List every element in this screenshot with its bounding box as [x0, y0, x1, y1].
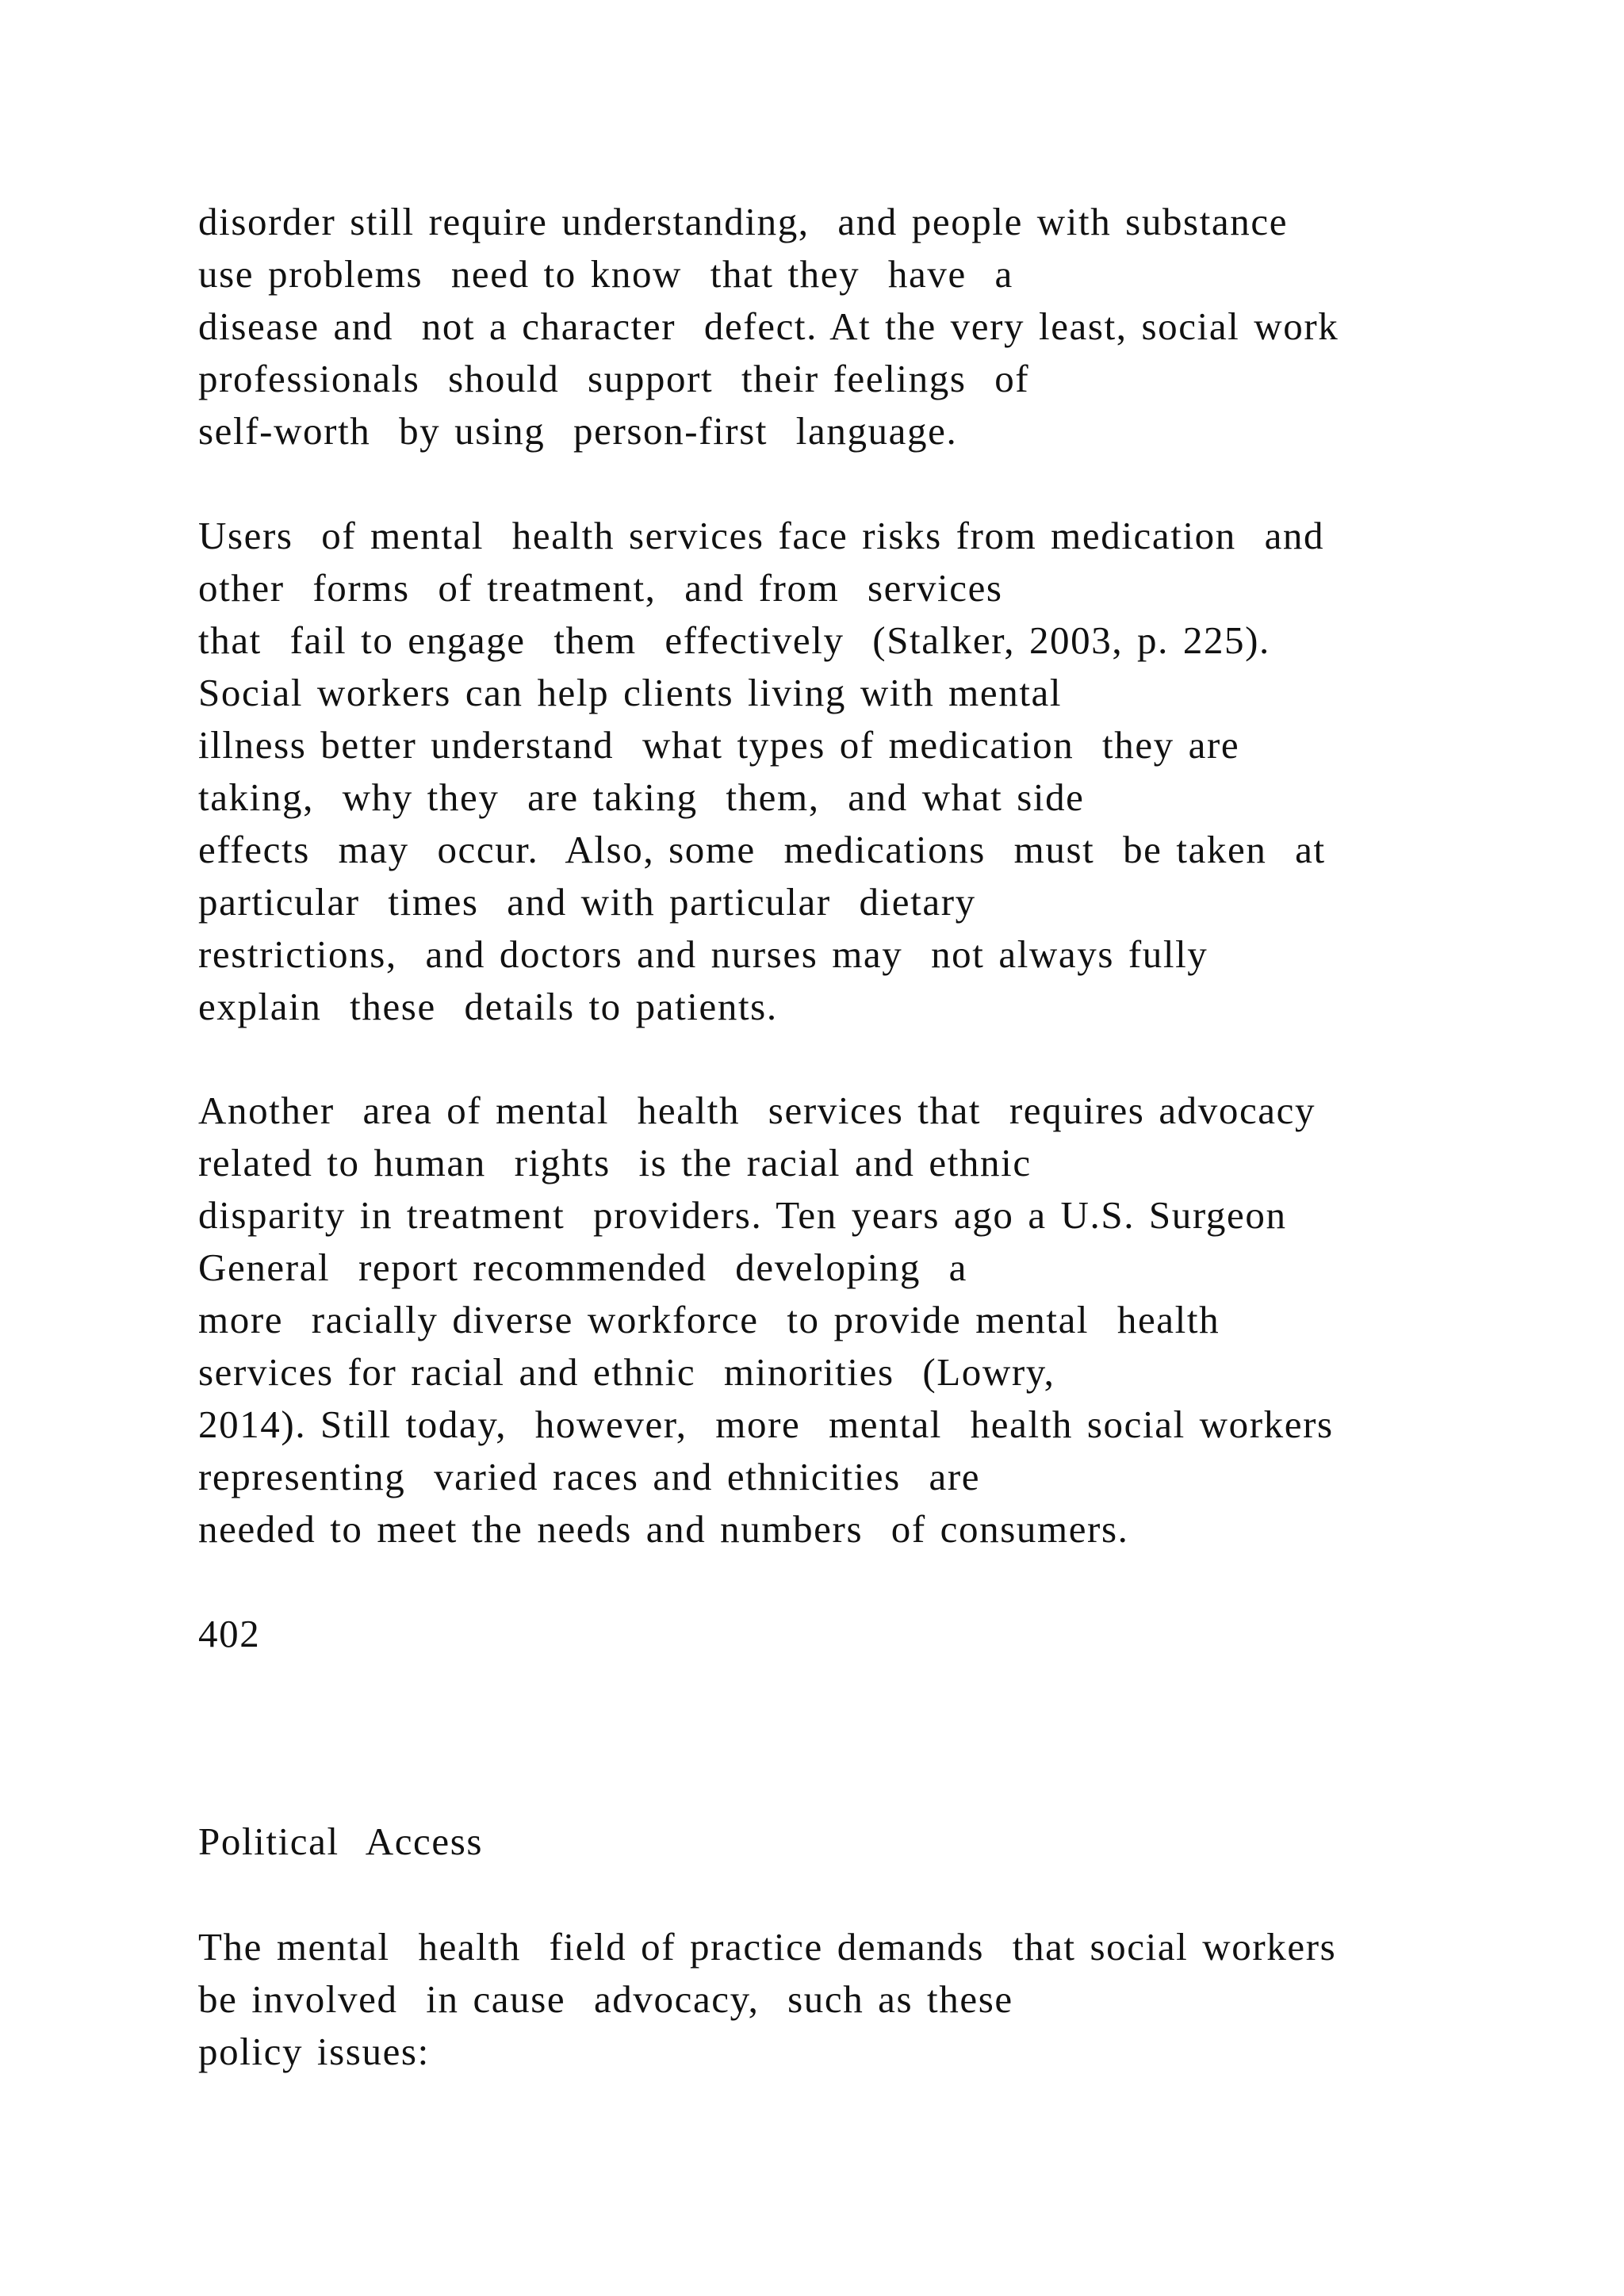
text-line: other forms of treatment, and from services	[198, 566, 1003, 610]
text-line: services for racial and ethnic minorities (Lowry,	[198, 1350, 1055, 1394]
text-line: be involved in cause advocacy, such as these	[198, 1977, 1013, 2021]
text-line: use problems need to know that they have a	[198, 252, 1013, 296]
text-line: professionals should support their feelings of	[198, 357, 1030, 400]
text-line: representing varied races and ethnicities are	[198, 1455, 981, 1498]
text-line: illness better understand what types of medication they are	[198, 723, 1240, 767]
text-line: effects may occur. Also, some medications must be taken at	[198, 828, 1326, 871]
text-line: related to human rights is the racial and ethnic	[198, 1141, 1032, 1184]
text-line: Users of mental health services face risks from medication and	[198, 514, 1325, 557]
text-line: The mental health field of practice demands that social workers	[198, 1925, 1337, 1969]
text-line: self-worth by using person-first language.	[198, 409, 958, 453]
text-line: Another area of mental health services that requires advocacy	[198, 1089, 1316, 1132]
text-line: explain these details to patients.	[198, 985, 778, 1028]
page-number: 402	[198, 1612, 261, 1655]
text-line: more racially diverse workforce to provide mental health	[198, 1298, 1220, 1341]
text-line: disparity in treatment providers. Ten years ago a U.S. Surgeon	[198, 1193, 1287, 1237]
text-line: Social workers can help clients living with mental	[198, 671, 1063, 714]
text-line: needed to meet the needs and numbers of consumers.	[198, 1507, 1129, 1551]
text-line: particular times and with particular dietary	[198, 880, 976, 924]
text-line: restrictions, and doctors and nurses may not always fully	[198, 932, 1208, 976]
text-line: General report recommended developing a	[198, 1246, 968, 1289]
section-heading: Political Access	[198, 1820, 484, 1863]
text-line: policy issues:	[198, 2030, 430, 2073]
text-line: that fail to engage them effectively (Stalker, 2003, p. 225).	[198, 618, 1270, 662]
text-line: disease and not a character defect. At the very least, social work	[198, 304, 1339, 348]
text-line: 2014). Still today, however, more mental health social workers	[198, 1402, 1334, 1446]
text-line: taking, why they are taking them, and what side	[198, 775, 1085, 819]
text-line: disorder still require understanding, and people with substance	[198, 200, 1289, 243]
